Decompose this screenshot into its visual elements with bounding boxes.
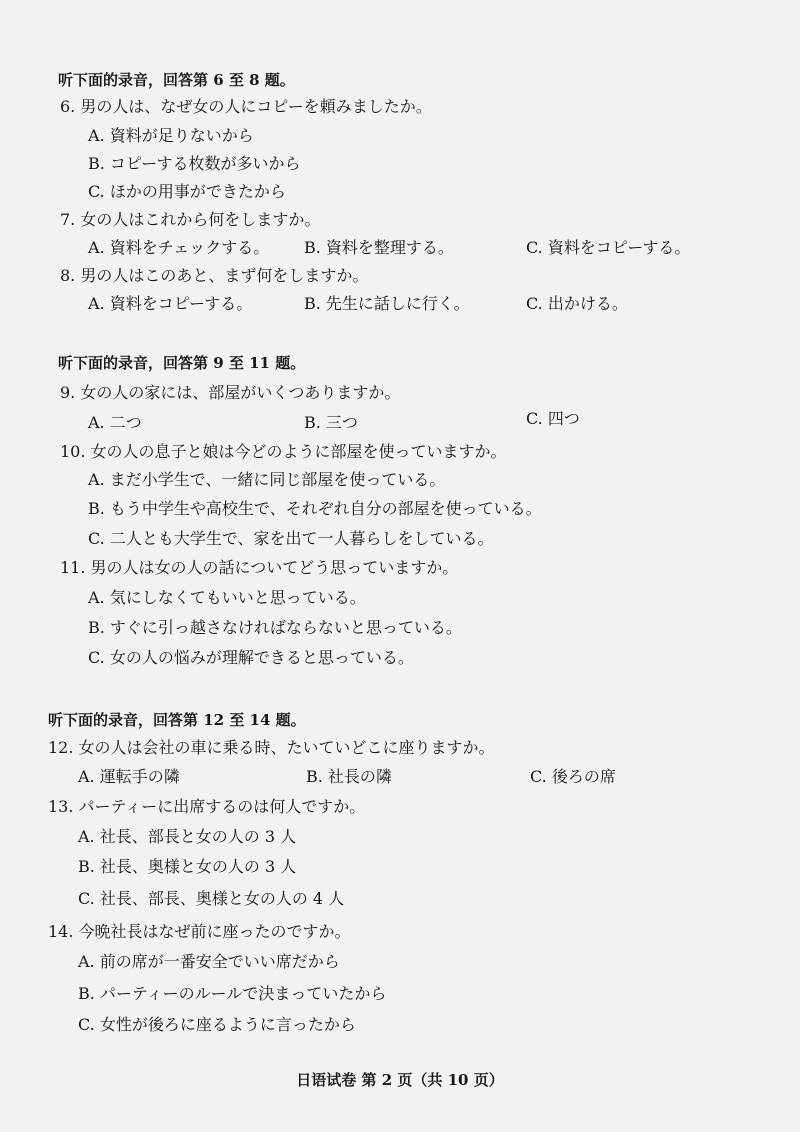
section-instruction: 听下面的录音，回答第 6 至 8 题。 [58, 71, 295, 89]
option-12c: C. 後ろの席 [530, 767, 616, 786]
option-11b: B. すぐに引っ越さなければならないと思っている。 [88, 618, 462, 637]
option-12b: B. 社長の隣 [306, 767, 392, 786]
option-14a: A. 前の席が一番安全でいい席だから [78, 952, 340, 971]
option-14c: C. 女性が後ろに座るように言ったから [78, 1015, 356, 1034]
option-13a: A. 社長、部長と女の人の 3 人 [78, 827, 297, 846]
question-6: 6. 男の人は、なぜ女の人にコピーを頼みましたか。 [60, 97, 432, 116]
option-10a: A. まだ小学生で、一緒に同じ部屋を使っている。 [88, 470, 446, 489]
page-footer: 日语试卷 第 2 页（共 10 页） [296, 1071, 504, 1089]
option-10b: B. もう中学生や高校生で、それぞれ自分の部屋を使っている。 [88, 499, 542, 518]
option-8c: C. 出かける。 [526, 294, 628, 313]
option-10c: C. 二人とも大学生で、家を出て一人暮らしをしている。 [88, 529, 494, 548]
section-instruction: 听下面的录音，回答第 12 至 14 题。 [48, 711, 306, 729]
section-instruction: 听下面的录音，回答第 9 至 11 题。 [58, 354, 306, 372]
option-13b: B. 社長、奥様と女の人の 3 人 [78, 857, 297, 876]
option-6b: B. コピーする枚数が多いから [88, 154, 301, 173]
option-8a: A. 資料をコピーする。 [88, 294, 253, 313]
option-8b: B. 先生に話しに行く。 [304, 294, 470, 313]
option-6c: C. ほかの用事ができたから [88, 182, 286, 201]
option-9a: A. 二つ [88, 413, 142, 432]
question-9: 9. 女の人の家には、部屋がいくつありますか。 [60, 383, 401, 402]
option-6a: A. 資料が足りないから [88, 126, 254, 145]
question-12: 12. 女の人は会社の車に乗る時、たいていどこに座りますか。 [48, 738, 495, 757]
option-7c: C. 資料をコピーする。 [526, 238, 691, 257]
question-13: 13. パーティーに出席するのは何人ですか。 [48, 797, 366, 816]
question-7: 7. 女の人はこれから何をしますか。 [60, 210, 321, 229]
option-13c: C. 社長、部長、奥様と女の人の 4 人 [78, 889, 345, 908]
question-8: 8. 男の人はこのあと、まず何をしますか。 [60, 266, 369, 285]
option-11a: A. 気にしなくてもいいと思っている。 [88, 588, 366, 607]
option-7a: A. 資料をチェックする。 [88, 238, 270, 257]
option-11c: C. 女の人の悩みが理解できると思っている。 [88, 648, 414, 667]
option-7b: B. 資料を整理する。 [304, 238, 454, 257]
question-10: 10. 女の人の息子と娘は今どのように部屋を使っていますか。 [60, 442, 507, 461]
option-12a: A. 運転手の隣 [78, 767, 180, 786]
option-9b: B. 三つ [304, 413, 358, 432]
question-14: 14. 今晩社長はなぜ前に座ったのですか。 [48, 922, 351, 941]
question-11: 11. 男の人は女の人の話についてどう思っていますか。 [60, 558, 459, 577]
option-14b: B. パーティーのルールで決まっていたから [78, 984, 387, 1003]
option-9c: C. 四つ [526, 409, 580, 428]
